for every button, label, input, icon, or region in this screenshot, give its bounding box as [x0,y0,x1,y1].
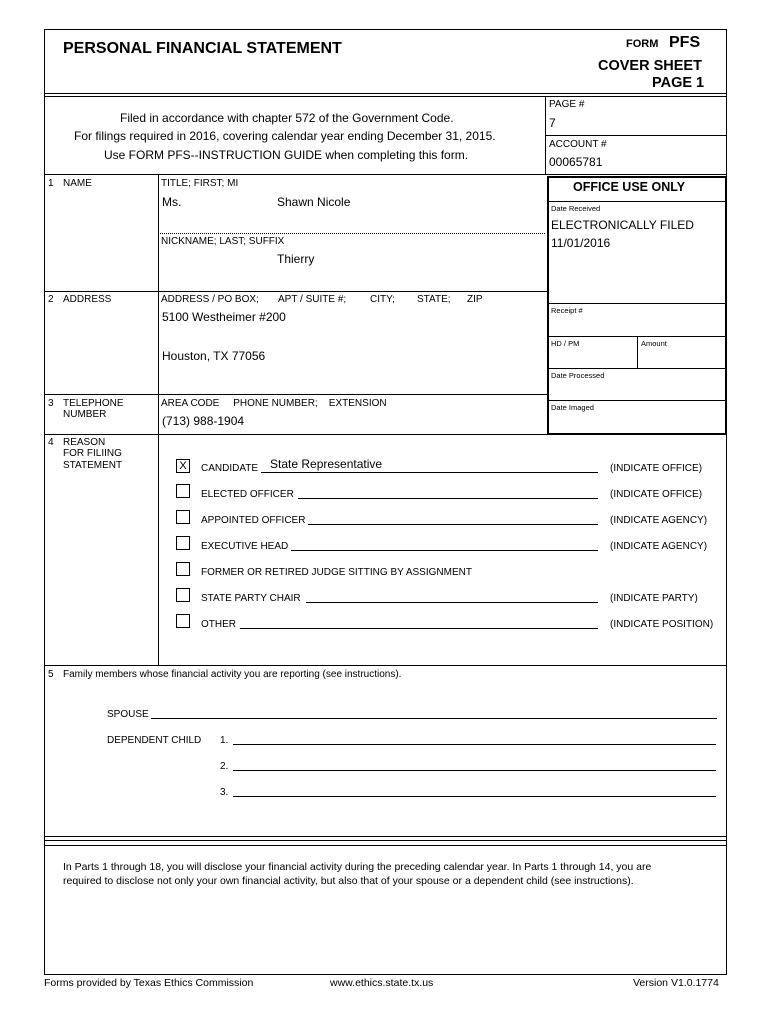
footer-provider: Forms provided by Texas Ethics Commission [44,977,254,989]
elected-officer-label: ELECTED OFFICER [201,489,294,500]
child-3-number: 3. [220,787,229,798]
date-received-value-1: ELECTRONICALLY FILED [551,218,694,232]
title-value[interactable]: Ms. [162,195,182,209]
intro-line-3: Use FORM PFS--INSTRUCTION GUIDE when completing this form. [104,148,469,162]
dependent-child-label: DEPENDENT CHILD [107,735,202,746]
form-code: PFS [669,34,701,51]
date-processed-label: Date Processed [551,371,605,380]
notice-line-1: In Parts 1 through 18, you will disclose your financial activity during the preceding calendar year. In Parts 1 through 14, you are [63,861,652,873]
executive-head-label: EXECUTIVE HEAD [201,541,289,552]
state-party-chair-field[interactable] [306,602,598,603]
appointed-officer-field[interactable] [308,524,598,525]
former-judge-checkbox[interactable] [176,562,190,576]
last-name-value[interactable]: Thierry [277,252,315,266]
date-received-label: Date Received [551,204,601,213]
candidate-office-value[interactable]: State Representative [270,457,383,471]
name-label: NAME [63,178,92,189]
account-number-label: ACCOUNT # [549,139,607,150]
date-imaged-label: Date Imaged [551,403,594,412]
elected-officer-hint: (INDICATE OFFICE) [610,489,703,500]
page-number-label: PAGE # [549,99,585,110]
reason-label-3: STATEMENT [63,460,123,471]
other-field[interactable] [240,628,598,629]
appointed-officer-checkbox[interactable] [176,510,190,524]
footer-website[interactable]: www.ethics.state.tx.us [330,977,434,989]
executive-head-checkbox[interactable] [176,536,190,550]
other-hint: (INDICATE POSITION) [610,619,714,630]
family-label: Family members whose financial activity you are reporting (see instructions). [63,669,402,680]
page-number-value: 7 [549,116,556,130]
telephone-label-1: TELEPHONE [63,398,124,409]
form-frame [44,29,727,975]
address-col-label-1: ADDRESS / PO BOX; [161,294,259,305]
title-first-mi-label: TITLE; FIRST; MI [161,178,239,189]
telephone-label-2: NUMBER [63,409,107,420]
reason-label-1: REASON [63,437,106,448]
address-col-label-3: CITY; [370,294,395,305]
executive-head-hint: (INDICATE AGENCY) [610,541,708,552]
elected-officer-field[interactable] [298,498,598,499]
child-2-number: 2. [220,761,229,772]
section-5-number: 5 [48,669,54,680]
appointed-officer-hint: (INDICATE AGENCY) [610,515,708,526]
intro-line-1: Filed in accordance with chapter 572 of the Government Code. [120,111,454,125]
page-title: PERSONAL FINANCIAL STATEMENT [63,40,342,57]
spouse-field[interactable] [151,718,717,719]
first-name-value[interactable]: Shawn Nicole [277,195,351,209]
address-label: ADDRESS [63,294,112,305]
elected-officer-checkbox[interactable] [176,484,190,498]
child-3-field[interactable] [233,796,716,797]
address-line-1[interactable]: 5100 Westheimer #200 [162,310,286,324]
amount-label: Amount [641,339,667,348]
nickname-last-suffix-label: NICKNAME; LAST; SUFFIX [161,236,285,247]
other-label: OTHER [201,619,236,630]
child-2-field[interactable] [233,770,716,771]
address-col-label-2: APT / SUITE #; [278,294,347,305]
address-line-2[interactable]: Houston, TX 77056 [162,349,266,363]
account-number-value: 00065781 [549,155,603,169]
state-party-chair-hint: (INDICATE PARTY) [610,593,698,604]
receipt-label: Receipt # [551,306,583,315]
reason-label-2: FOR FILIING [63,448,122,459]
address-col-label-4: STATE; [417,294,451,305]
child-1-number: 1. [220,735,229,746]
state-party-chair-checkbox[interactable] [176,588,190,602]
page-label: PAGE 1 [652,75,705,91]
other-checkbox[interactable] [176,614,190,628]
section-1-number: 1 [48,178,54,189]
candidate-hint: (INDICATE OFFICE) [610,463,703,474]
intro-line-2: For filings required in 2016, covering calendar year ending December 31, 2015. [74,129,496,143]
appointed-officer-label: APPOINTED OFFICER [201,515,306,526]
section-4-number: 4 [48,437,54,448]
date-received-value-2: 11/01/2016 [551,236,611,250]
spouse-label: SPOUSE [107,709,149,720]
child-1-field[interactable] [233,744,716,745]
section-3-number: 3 [48,398,54,409]
candidate-checkbox[interactable]: X [176,459,190,473]
state-party-chair-label: STATE PARTY CHAIR [201,593,301,604]
form-label: FORM [626,38,659,50]
address-col-label-5: ZIP [467,294,483,305]
former-judge-label: FORMER OR RETIRED JUDGE SITTING BY ASSIGNMENT [201,567,472,578]
notice-line-2: required to disclose not only your own financial activity, but also that of your spouse or a dependent child (see instructions). [63,875,634,887]
footer-version: Version V1.0.1774 [633,977,719,989]
telephone-col-labels: AREA CODE PHONE NUMBER; EXTENSION [161,398,387,409]
executive-head-field[interactable] [291,550,598,551]
telephone-value[interactable]: (713) 988-1904 [162,414,245,428]
section-2-number: 2 [48,294,54,305]
office-use-title: OFFICE USE ONLY [573,180,686,194]
hd-pm-label: HD / PM [551,339,580,348]
candidate-label: CANDIDATE [201,463,259,474]
cover-sheet-label: COVER SHEET [598,58,702,74]
